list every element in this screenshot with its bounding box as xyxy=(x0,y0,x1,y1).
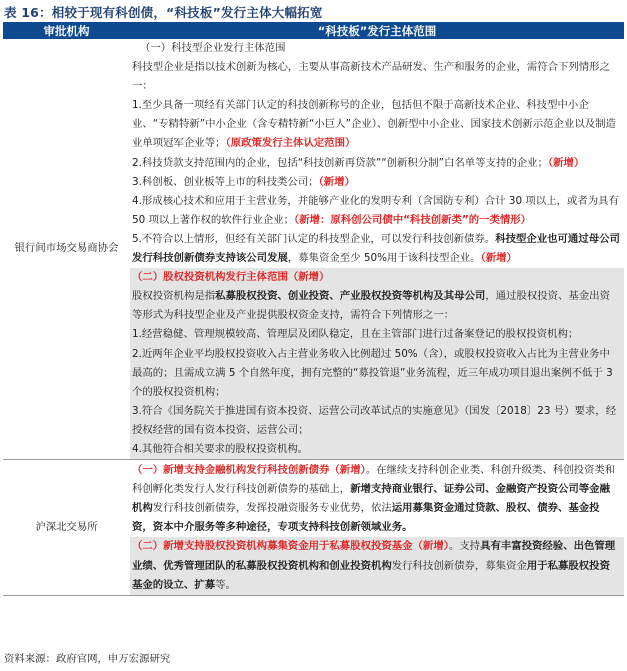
table-row xyxy=(3,460,624,596)
authority-cell: 沪深北交易所 xyxy=(3,460,130,596)
policy-tag: （原政策发行主体认定范围） xyxy=(225,137,356,150)
section-intro: 科技型企业是指以技术创新为核心，主要从事高新技术产品研发、生产和服务的企业，需符合下列情形之一： xyxy=(132,61,610,93)
equity-fund-section xyxy=(130,537,624,594)
section-heading: （一）科技型企业发行主体范围 xyxy=(140,42,286,54)
criteria-item: 4.其他符合相关要求的股权投资机构。 xyxy=(132,442,309,455)
criteria-item: 1.经营稳健、管理规模较高、管理层及团队稳定，且在主管部门进行过备案登记的股权投资机构； xyxy=(132,328,579,341)
new-tag: （新增：原科创公司债中“科技创新类”的一类情形） xyxy=(294,213,532,226)
header-authority: 审批机构 xyxy=(3,22,130,39)
criteria-item: 3.符合《国务院关于推进国有资本投资、运营公司改革试点的实施意见》（国发〔2018〕23 号）要求，经授权经营的国有资本投资、运营公司； xyxy=(132,404,617,436)
table-row xyxy=(3,39,624,460)
scope-cell xyxy=(130,460,624,596)
tech-enterprise-section xyxy=(130,39,624,268)
criteria-item: 4.形成核心技术和应用于主营业务，并能够产业化的发明专利（含国防专利）合计 30 项以上，或者为具有 50 项以上著作权的软件行业企业；（新增：原科创公司债中“科技创新类”的一类情形） xyxy=(132,194,619,226)
criteria-item: 5.不符合以上情形，但经有关部门认定的科技型企业，可以发行科技创新债券。科技型企业也可通过母公司发行科技创新债券支持该公司发展，募集资金至少 50%用于该科技型企业。（新增） xyxy=(132,232,620,265)
financial-institution-section xyxy=(130,460,624,537)
criteria-item: 2.近两年企业平均股权投资收入占主营业务收入比例超过 50%（含），或股权投资收入占比为主营业务中最高的；且需成立满 5 个自然年度，拥有完整的“募投管退”业务流程，近三年成功项目退出案例不低于 3 个的股权投资机构； xyxy=(132,347,613,398)
criteria-item: 1.至少具备一项经有关部门认定的科技创新称号的企业，包括但不限于高新技术企业、科技型中小企业、“专精特新”中小企业（含专精特新“小巨人”企业）、创新型中小企业、国家技术创新示范企业以及制造业单项冠军企业等；（原政策发行主体认定范围） xyxy=(132,99,616,150)
table-header-row xyxy=(3,22,624,39)
new-tag: （新增） xyxy=(318,175,355,188)
issuer-scope-table xyxy=(3,22,624,596)
source-note: 资料来源：政府官网，申万宏源研究 xyxy=(4,653,171,665)
section-text: （二）新增支持股权投资机构募集资金用于私募股权投资基金（新增）。支持具有丰富投资经验、出色管理业绩、优秀管理团队的私募股权投资机构和创业投资机构发行科技创新债券，募集资金用于私募股权投资基金的设立、扩募等。 xyxy=(132,540,616,591)
header-scope: “科技板”发行主体范围 xyxy=(130,22,624,39)
criteria-item: 2.科技贷款支持范围内的企业，包括“科技创新再贷款”“创新积分制”白名单等支持的企业；（新增） xyxy=(132,156,585,169)
authority-cell: 银行间市场交易商协会 xyxy=(3,39,130,460)
equity-investor-section xyxy=(130,268,624,459)
scope-cell xyxy=(130,39,624,460)
criteria-item: 3.科创板、创业板等上市的科技类公司；（新增） xyxy=(132,175,355,188)
section-heading: （二）股权投资机构发行主体范围（新增） xyxy=(132,271,330,284)
table-title: 表 16：相较于现有科创债，“科技板”发行主体大幅拓宽 xyxy=(4,5,323,20)
new-tag: （新增） xyxy=(480,252,517,265)
section-text: （一）新增支持金融机构发行科技创新债券（新增）。在继续支持科创企业类、科创升级类、科创投资类和科创孵化类发行人发行科技创新债券的基础上，新增支持商业银行、证券公司、金融资产投资公司等金融机构发行科技创新债券，发挥投融资服务专业优势，依法运用募集资金通过贷款、股权、债券、基金投资，资本中介服务等多种途径，专项支持科技创新领域业务。 xyxy=(132,464,616,534)
section-intro: 股权投资机构是指私募股权投资、创业投资、产业股权投资等机构及其母公司，通过股权投资、基金出资等形式为科技型企业及产业提供股权资金支持，需符合下列情形之一： xyxy=(132,290,610,322)
new-tag: （新增） xyxy=(547,156,585,169)
